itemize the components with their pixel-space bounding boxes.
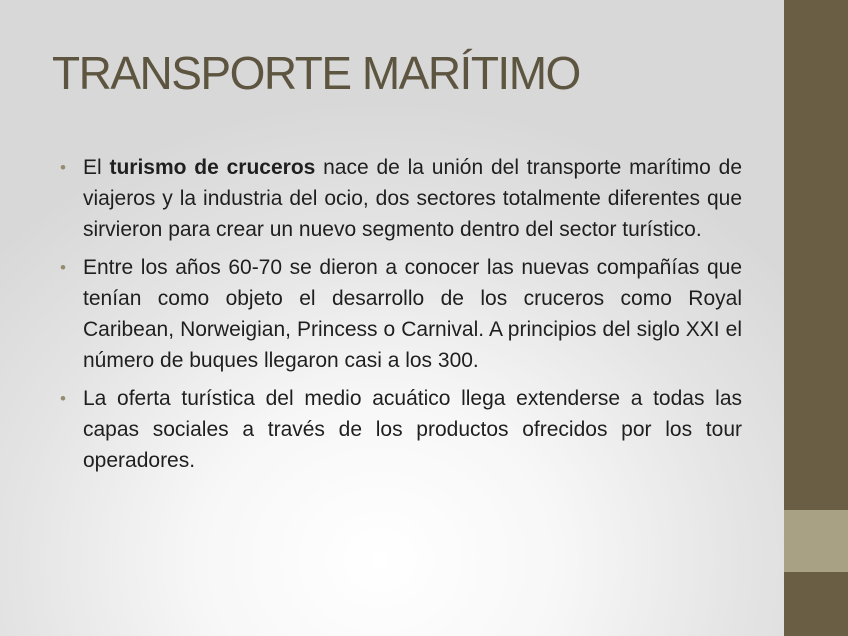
- bullet-marker: •: [60, 389, 66, 408]
- bullet-item: [60, 252, 742, 376]
- bullet-text: Entre los años 60-70 se dieron a conocer las nuevas compañías que tenían como objeto el desarrollo de los cruceros como Royal Caribean, Norweigian, Princess o Carnival. A principios del siglo XXI el número de buques llegaron casi a los 300.: [83, 256, 742, 372]
- bullet-text-post: nace de la unión del transporte marítimo de viajeros y la industria del ocio, dos sectores totalmente diferentes que sirvieron para crear un nuevo segmento dentro del sector turístico.: [83, 156, 742, 241]
- bullet-marker: •: [60, 258, 66, 277]
- bullet-list: [60, 152, 742, 483]
- bullet-text: [83, 156, 742, 241]
- decorative-side-band: [784, 510, 848, 572]
- bullet-marker: •: [60, 158, 66, 177]
- slide-title: TRANSPORTE MARÍTIMO: [52, 47, 580, 99]
- bullet-item: [60, 152, 742, 245]
- bullet-text: La oferta turística del medio acuático llega extenderse a todas las capas sociales a través de los productos ofrecidos por los tour operadores.: [83, 387, 742, 472]
- decorative-side-bar: [784, 0, 848, 636]
- bullet-text-pre: El: [83, 156, 110, 179]
- bullet-text-bold: turismo de cruceros: [109, 156, 316, 179]
- bullet-item: [60, 383, 742, 476]
